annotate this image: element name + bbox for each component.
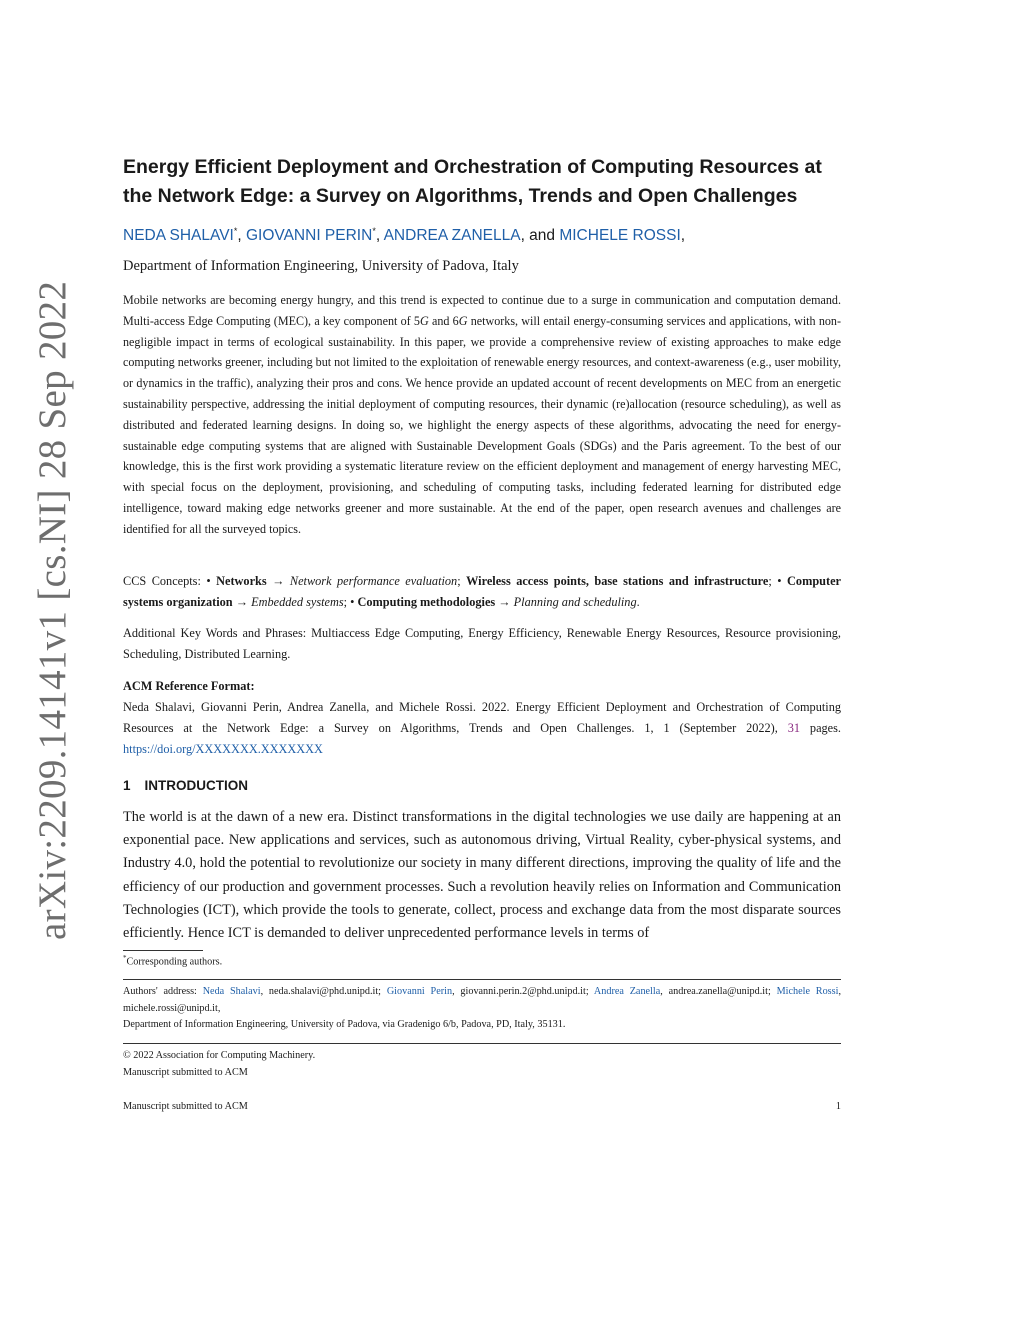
abstract-text: networks, will entail energy-consuming services and applications, with non-negligible impact in terms of ecological sustainability. In this paper, we provide a comprehensive review of existing approaches to make edge computing networks greener, including but not limited to the exploitation of renewable energy resources, and context-awareness (e.g., user mobility, or dynamics in the traffic), analyzing their pros and cons. We hence provide an updated account of recent developments on MEC from an energetic sustainability perspective, addressing the initial deployment of computing resources, their dynamic (re)allocation (resource scheduling), as well as distributed and federated learning designs. In doing so, we highlight the energy aspects of these algorithms, advocating the need for energy-sustainable edge computing systems that are aligned with Sustainable Development Goals (SDGs) and the Paris agreement. To the best of our knowledge, this is the first work providing a systematic literature review on the efficient deployment and management of energy harvesting MEC, with special focus on the deployment, provisioning, and scheduling of computing tasks, including federated learning for distributed edge intelligence, toward making edge networks greener and more sustainable. At the end of the paper, open research avenues and challenges are identified for all the surveyed topics. xyxy=(123,313,841,536)
ccs-arrow: → xyxy=(232,595,252,609)
acm-reference-heading: ACM Reference Format: xyxy=(123,679,255,693)
acm-reference xyxy=(123,676,841,760)
author-link[interactable]: ANDREA ZANELLA xyxy=(383,227,521,245)
author-name-link[interactable]: Giovanni Perin xyxy=(386,986,453,997)
section-heading xyxy=(123,778,841,793)
author-name-link[interactable]: Neda Shalavi xyxy=(202,986,261,997)
ccs-subconcept: Network performance evaluation xyxy=(289,574,458,588)
separator: , xyxy=(680,227,686,245)
author-email: , andrea.zanella@unipd.it; xyxy=(660,986,777,997)
separator: , xyxy=(375,227,384,245)
ccs-sep: ; • xyxy=(343,595,358,609)
submission-line: Manuscript submitted to ACM xyxy=(123,1066,248,1078)
acm-reference-text xyxy=(123,697,841,760)
abstract-italic: G xyxy=(419,313,429,328)
ccs-sep: ; • xyxy=(768,574,788,588)
doi-link[interactable]: https://doi.org/XXXXXXX.XXXXXXX xyxy=(123,742,323,756)
reference-text: Neda Shalavi, Giovanni Perin, Andrea Zanella, and Michele Rossi. 2022. Energy Efficient Deployment and Orchestration of Computing Resources at the Network Edge: a Survey on Algorithms, Trends and Open Challenges. 1, 1 (September 2022), xyxy=(123,700,841,735)
ccs-concept: Computing methodologies xyxy=(357,595,496,609)
paper-title xyxy=(123,153,841,211)
address-line xyxy=(123,984,841,1017)
corresponding-mark: * xyxy=(233,226,238,236)
keywords: Additional Key Words and Phrases: Multiaccess Edge Computing, Energy Efficiency, Renewable Energy Resources, Resource provisioning, Scheduling, Distributed Learning. xyxy=(123,626,841,661)
ccs-arrow: → xyxy=(495,595,514,609)
divider xyxy=(123,1043,841,1044)
separator: , xyxy=(237,227,246,245)
ccs-sep: . xyxy=(636,595,640,609)
ccs-label: CCS Concepts: • xyxy=(123,574,217,588)
section-number: 1 xyxy=(123,778,131,793)
author-email: , neda.shalavi@phd.unipd.it; xyxy=(260,986,387,997)
author-list xyxy=(123,226,841,245)
ccs-subconcept: Planning and scheduling xyxy=(513,595,637,609)
author-name-link[interactable]: Michele Rossi xyxy=(776,986,839,997)
footnote-text: Corresponding authors. xyxy=(126,956,223,968)
page-count-link[interactable]: 31 xyxy=(787,721,801,735)
intro-paragraph: The world is at the dawn of a new era. Distinct transformations in the digital technologies we use daily are happening at an exponential pace. New applications and services, such as autonomous driving, Virtual Reality, cyber-physical systems, and Industry 4.0, hold the potential to revolutionize our society in many different directions, improving the quality of life and the efficiency of our production and government processes. Such a revolution heavily relies on Information and Communication Technologies (ICT), which provide the tools to generate, collect, process and exchange data from the most disparate sources efficiently. Hence ICT is demanded to deliver unprecedented performance levels in terms of xyxy=(123,809,841,942)
abstract-italic: G xyxy=(458,313,468,328)
author-link[interactable]: GIOVANNI PERIN xyxy=(245,227,373,245)
separator: , and xyxy=(520,227,560,245)
footer-text: Manuscript submitted to ACM xyxy=(123,1101,248,1112)
copyright xyxy=(123,1048,841,1081)
ccs-arrow: → xyxy=(266,574,290,588)
author-link[interactable]: MICHELE ROSSI xyxy=(559,227,681,245)
title-line-1: Energy Efficient Deployment and Orchestration of Computing Resources at xyxy=(123,156,822,178)
title-line-2: the Network Edge: a Survey on Algorithms, Trends and Open Challenges xyxy=(123,185,798,207)
authors-address xyxy=(123,984,841,1034)
footnote-rule xyxy=(123,950,203,951)
footnote-mark: * xyxy=(123,954,127,962)
footnote xyxy=(123,954,841,967)
copyright-line: © 2022 Association for Computing Machinery. xyxy=(123,1050,316,1061)
author-email: , giovanni.perin.2@phd.unipd.it; xyxy=(452,986,594,997)
corresponding-mark: * xyxy=(372,226,376,236)
ccs-concept: Computer systems organization xyxy=(123,574,842,609)
address-label: Authors' address: xyxy=(123,986,203,997)
abstract xyxy=(123,290,841,540)
page-footer xyxy=(123,1101,841,1112)
ccs-sep: ; xyxy=(457,574,467,588)
address-department: Department of Information Engineering, University of Padova, via Gradenigo 6/b, Padova, PD, Italy, 35131. xyxy=(123,1019,566,1030)
ccs-concepts xyxy=(123,571,841,613)
arxiv-stamp: arXiv:2209.14141v1 [cs.NI] 28 Sep 2022 xyxy=(31,280,74,940)
author-name-link[interactable]: Andrea Zanella xyxy=(593,986,661,997)
ccs-concept: Networks xyxy=(216,574,267,588)
author-link[interactable]: NEDA SHALAVI xyxy=(123,227,234,245)
divider xyxy=(123,979,841,980)
abstract-text: Mobile networks are becoming energy hungry, and this trend is expected to continue due to a surge in communication and computation demand. Multi-access Edge Computing (MEC), a key component of 5 xyxy=(123,293,841,328)
ccs-subconcept: Embedded systems xyxy=(251,595,344,609)
page-number: 1 xyxy=(835,1101,841,1112)
abstract-text: and 6 xyxy=(428,313,459,328)
reference-text: pages. xyxy=(800,721,841,735)
section-title: INTRODUCTION xyxy=(144,778,249,793)
author-email: , michele.rossi@unipd.it, xyxy=(123,986,841,1014)
ccs-concept: Wireless access points, base stations and infrastructure xyxy=(466,574,769,588)
affiliation: Department of Information Engineering, University of Padova, Italy xyxy=(123,258,519,274)
